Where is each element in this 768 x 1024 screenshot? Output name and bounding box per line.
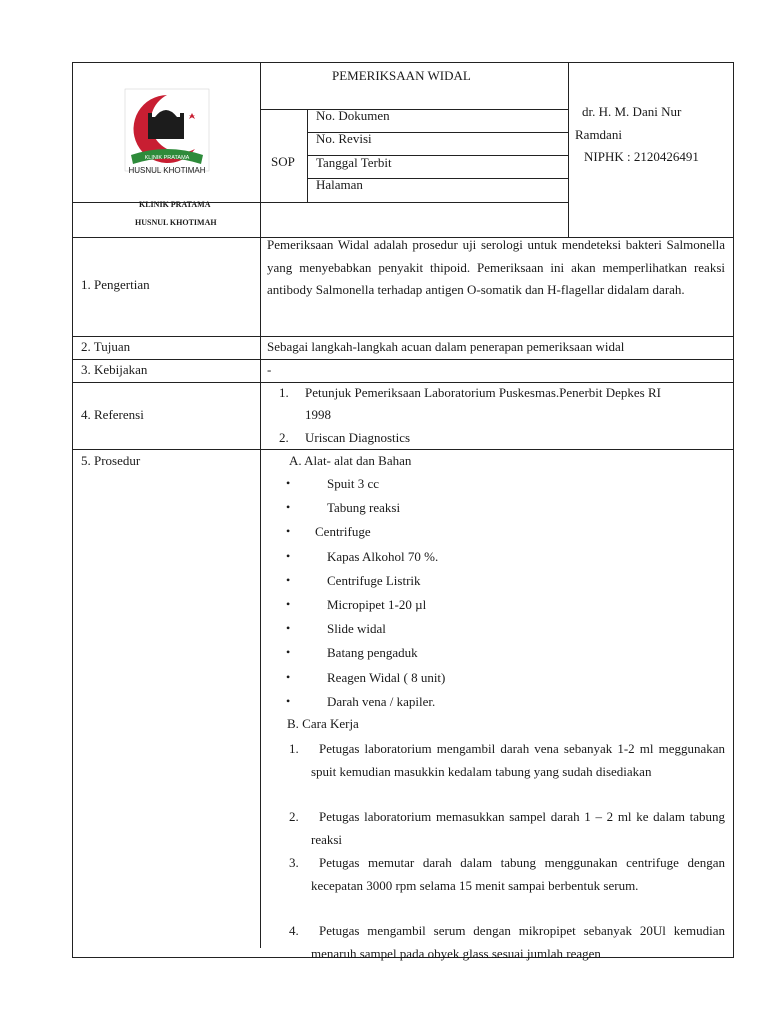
label-tujuan: 2. Tujuan (81, 339, 131, 354)
bullet-icon: • (286, 693, 291, 708)
clinic-name-line1: KLINIK PRATAMA (139, 200, 211, 209)
header-right-divider (568, 63, 569, 238)
bullet-icon: • (286, 524, 291, 539)
tool-item: Spuit 3 cc (327, 476, 379, 491)
label-kebijakan: 3. Kebijakan (81, 362, 148, 377)
step-number: 3. (289, 855, 299, 870)
field-tanggal-terbit: Tanggal Terbit (316, 155, 392, 170)
sop-divider (307, 109, 308, 203)
logo-caption: HUSNUL KHOTIMAH (128, 166, 206, 175)
clinic-name-line2: HUSNUL KHOTIMAH (135, 218, 217, 227)
label-prosedur: 5. Prosedur (81, 453, 141, 468)
tool-item: Kapas Alkohol 70 %. (327, 548, 439, 564)
referensi-num: 2. (279, 430, 289, 445)
bullet-icon: • (286, 669, 291, 684)
document-title: PEMERIKSAAN WIDAL (332, 68, 471, 83)
row-divider (73, 449, 734, 450)
bullet-icon: • (286, 476, 291, 490)
tool-item: Micropipet 1-20 µl (327, 597, 427, 612)
label-referensi: 4. Referensi (81, 407, 144, 422)
bullet-icon: • (286, 572, 291, 587)
step-text: Petugas mengambil serum dengan mikropipet sebanyak 20Ul kemudian menaruh sampel pada obyek glass sesuai jumlah reagen (311, 923, 725, 961)
tool-item: Centrifuge (315, 524, 371, 540)
part-a-title: A. Alat- alat dan Bahan (289, 453, 412, 468)
referensi-item: Uriscan Diagnostics (305, 430, 411, 445)
tool-item: Centrifuge Listrik (327, 572, 421, 588)
kebijakan-text: - (267, 362, 272, 377)
step-text: Petugas memutar darah dalam tabung menggunakan centrifuge dengan kecepatan 3000 rpm selama 15 menit sampai berbentuk serum. (311, 855, 725, 893)
bullet-icon: • (286, 500, 291, 515)
bullet-icon: • (286, 548, 291, 563)
step-number: 1. (289, 741, 299, 756)
title-divider (260, 109, 568, 110)
tool-item: Slide widal (327, 621, 386, 637)
step-text: Petugas laboratorium mengambil darah vena sebanyak 1-2 ml meggunakan spuit kemudian masukkin kedalam tabung yang sudah disediakan (311, 741, 725, 779)
tool-item: Reagen Widal ( 8 unit) (327, 669, 446, 685)
step-text: Petugas laboratorium memasukkan sampel darah 1 – 2 ml ke dalam tabung reaksi (311, 809, 725, 847)
referensi-num: 1. (279, 385, 289, 400)
bullet-icon: • (286, 597, 291, 611)
referensi-item: Petunjuk Pemeriksaan Laboratorium Puskesmas.Penerbit Depkes RI (305, 385, 661, 400)
step-number: 4. (289, 923, 299, 938)
tool-item: Batang pengaduk (327, 645, 418, 661)
field-no-dokumen: No. Dokumen (316, 108, 390, 123)
column-divider (260, 63, 261, 948)
step-number: 2. (289, 809, 299, 824)
field-no-revisi: No. Revisi (316, 131, 372, 146)
referensi-item-cont: 1998 (305, 407, 331, 422)
field-halaman: Halaman (316, 177, 363, 192)
part-b-title: B. Cara Kerja (287, 716, 359, 731)
bullet-icon: • (286, 645, 291, 660)
signatory-name-line2: Ramdani (575, 127, 622, 142)
label-pengertian: 1. Pengertian (81, 277, 150, 292)
bullet-icon: • (286, 621, 291, 636)
tujuan-text: Sebagai langkah-langkah acuan dalam penerapan pemeriksaan widal (267, 339, 625, 354)
signatory-name-line1: dr. H. M. Dani Nur (582, 104, 682, 119)
row-divider (73, 336, 734, 337)
pengertian-text: Pemeriksaan Widal adalah prosedur uji serologi untuk mendeteksi bakteri Salmonella yang menyebabkan penyakit thipoid. Pemeriksaan ini akan memperlihatkan reaksi antibody Salmonella terhadap antigen O-somatik dan H-flagellar didalam darah. (267, 237, 725, 297)
sop-document (72, 62, 734, 961)
tool-item: Tabung reaksi (327, 500, 401, 516)
sop-label: SOP (271, 154, 295, 169)
clinic-logo (117, 85, 217, 185)
row-divider (73, 382, 734, 383)
logo-banner-text: KLINIK PRATAMA (144, 155, 190, 161)
signatory-id: NIPHK : 2120426491 (584, 149, 699, 164)
row-divider (73, 359, 734, 360)
tool-item: Darah vena / kapiler. (327, 693, 436, 709)
